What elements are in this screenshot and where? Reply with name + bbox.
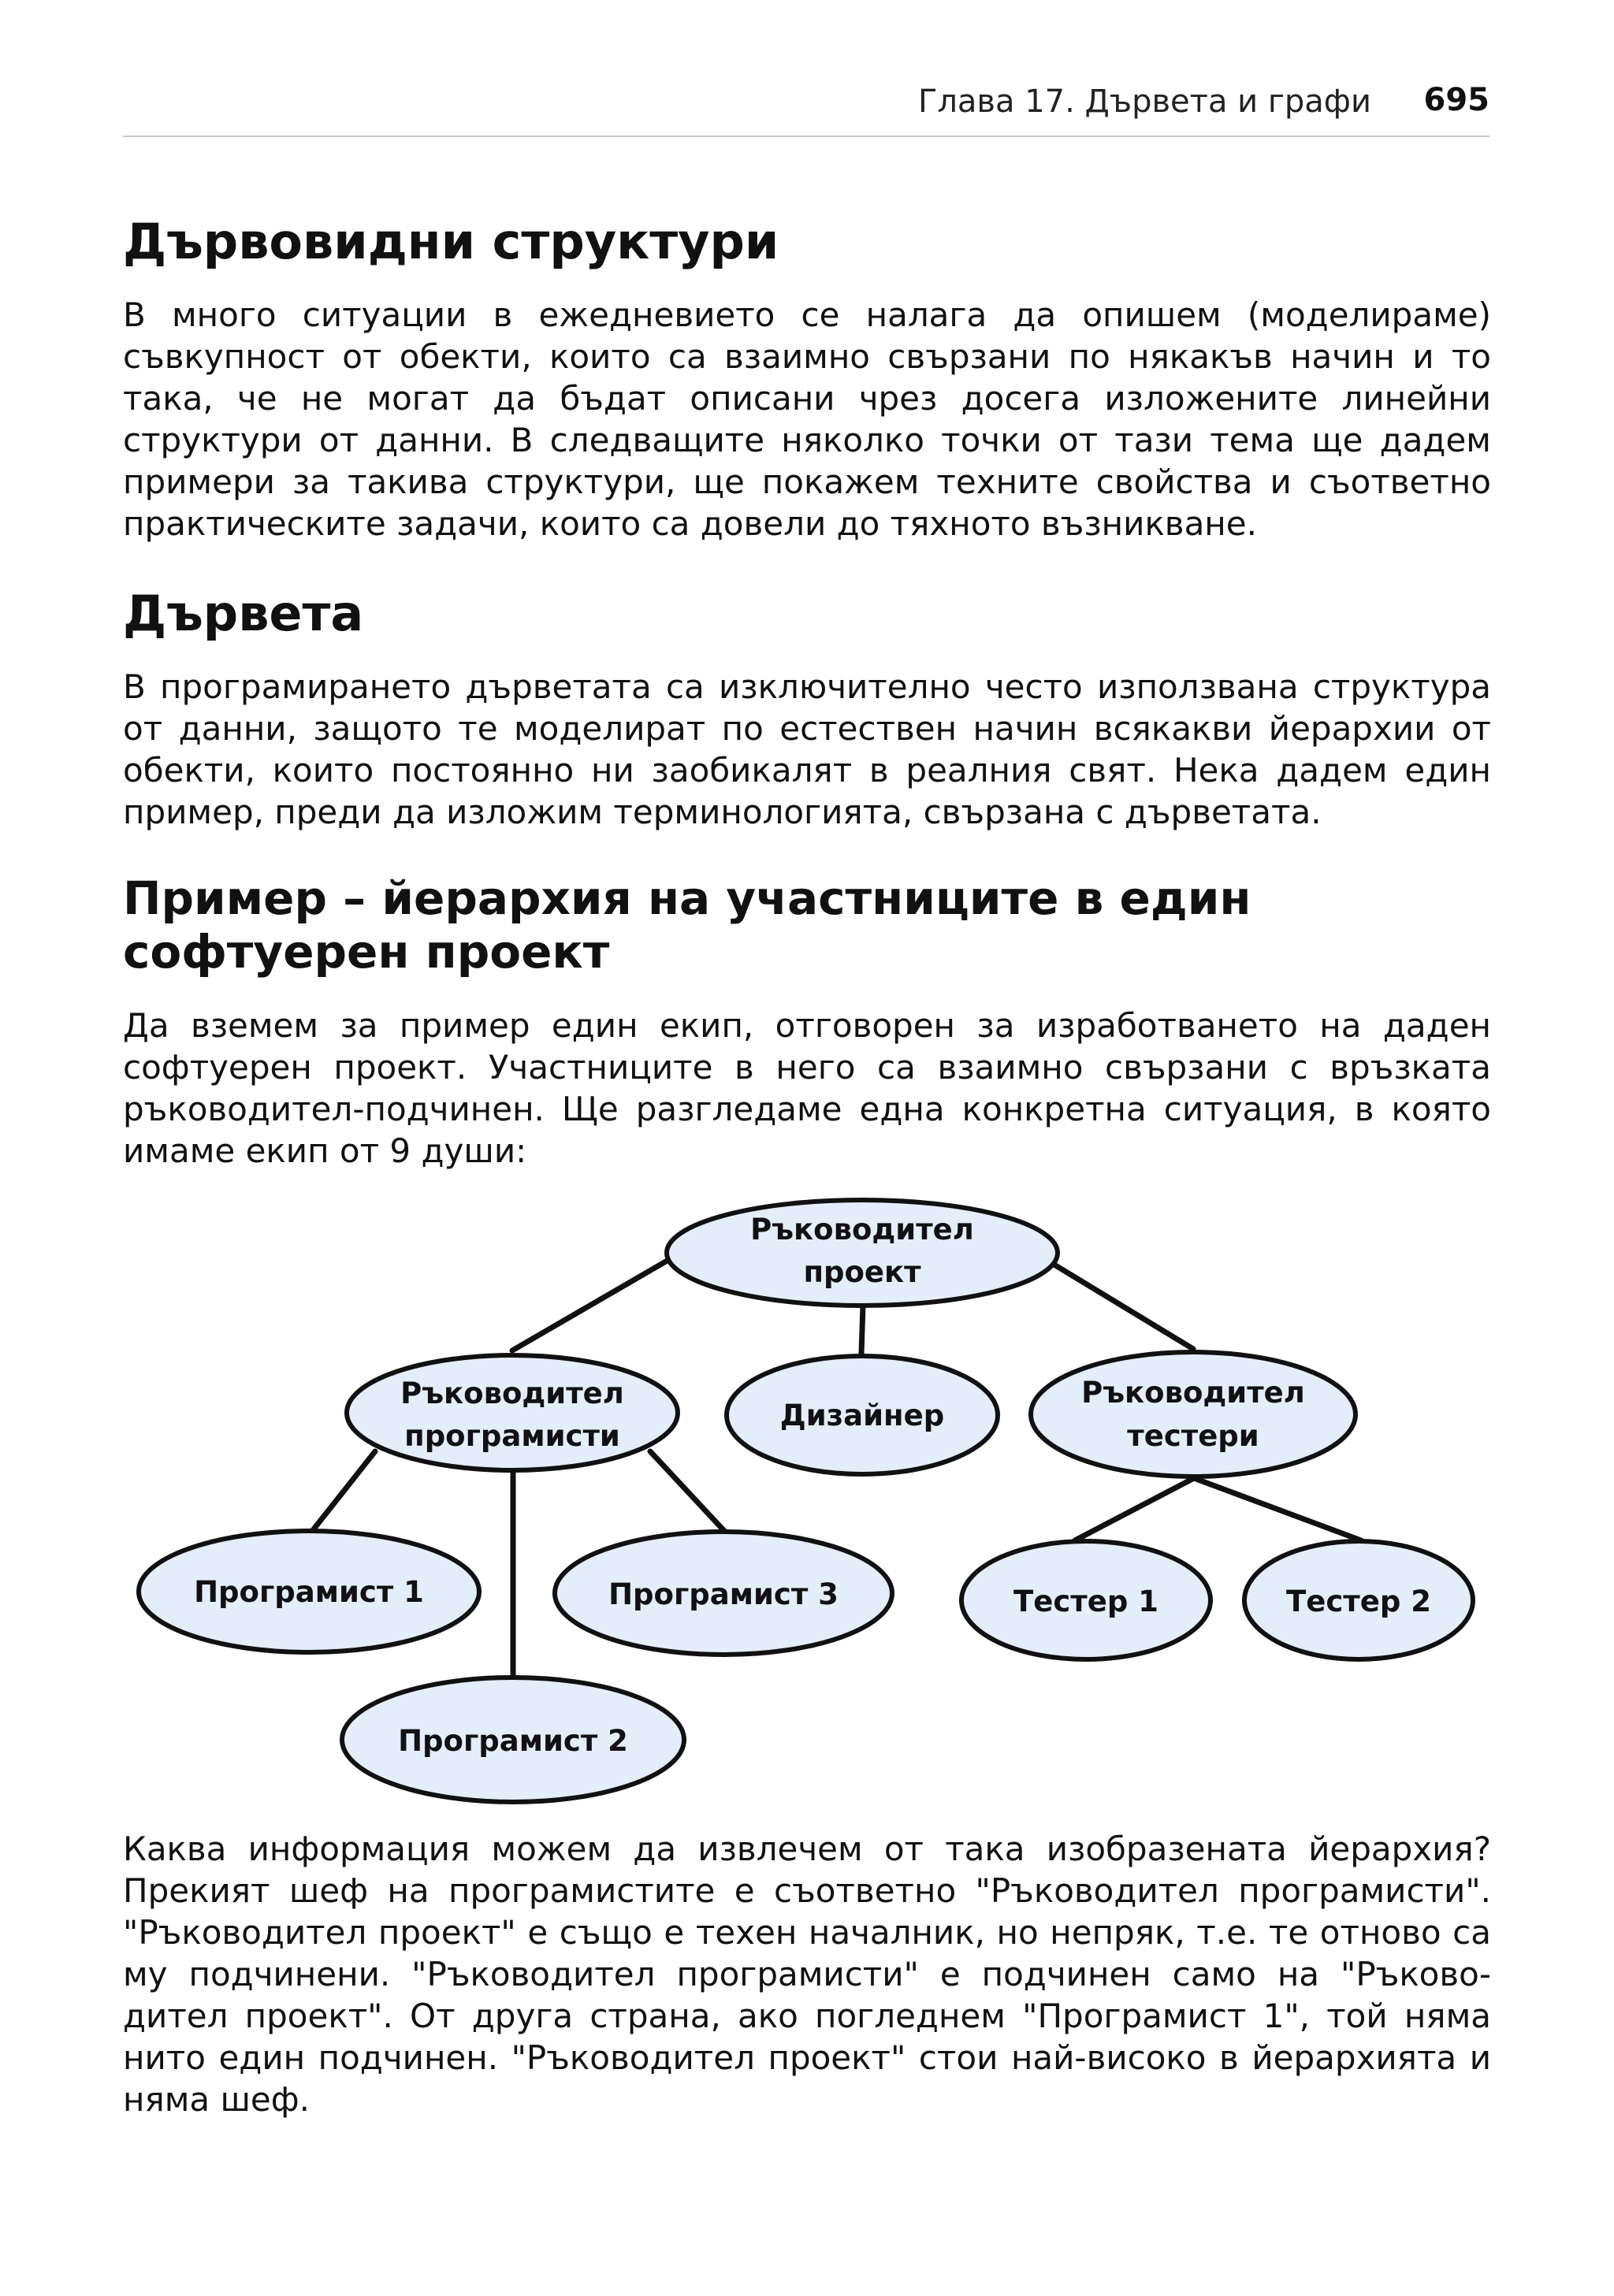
edge-qalead-qa2: [1194, 1478, 1361, 1540]
node-project-lead: [667, 1200, 1058, 1306]
paragraph-tree-structures: В много ситуации в ежедневието се налага да опишем (моделираме) съвкупност от обекти, които са взаимно свързани по някакъв начин и то така, че не могат да бъдат описани чрез досега изложените линейни структури от данни. В следващите няколко точки от тази тема ще дадем примери за такива структури, ще покажем техните свойства и съответно практическите задачи, които са довели до тяхното възникване.: [123, 295, 1491, 543]
node-dev-lead-line1: Ръководител: [400, 1376, 624, 1410]
paragraph-trees: В програмирането дърветата са изключително често използвана структура от данни, защото те моделират по естествен начин всякакви йерархии от обекти, които постоянно ни заобикалят в реалния свят. Нека дадем един пример, преди да изложим терминологията, свързана с дърветата.: [123, 667, 1491, 831]
edge-root-devlead: [512, 1259, 670, 1350]
node-dev-lead: [347, 1355, 678, 1470]
node-tester-1: [961, 1541, 1210, 1659]
node-tester-2-label: Тестер 2: [1286, 1585, 1431, 1618]
node-qa-lead-line1: Ръководител: [1081, 1376, 1305, 1410]
node-dev-lead-line2: програмисти: [404, 1419, 620, 1453]
edge-root-designer: [861, 1305, 863, 1354]
node-programmer-3-label: Програмист 3: [608, 1577, 839, 1611]
section-title-example-line2: софтуерен проект: [123, 925, 610, 979]
node-qa-lead-line2: тестери: [1127, 1419, 1259, 1453]
node-programmer-3: [555, 1532, 892, 1655]
node-programmer-1-label: Програмист 1: [194, 1575, 424, 1609]
node-project-lead-line1: Ръководител: [750, 1213, 974, 1246]
section-title-tree-structures: Дървовидни структури: [123, 213, 779, 270]
node-designer-label: Дизайнер: [779, 1399, 945, 1432]
node-tester-2: [1244, 1541, 1473, 1659]
node-designer: [727, 1356, 998, 1474]
node-tester-1-label: Тестер 1: [1013, 1585, 1158, 1618]
chapter-title: Глава 17. Дървета и графи: [917, 84, 1371, 120]
node-programmer-1: [139, 1531, 479, 1652]
node-qa-lead: [1031, 1352, 1356, 1477]
edge-devlead-dev3: [650, 1451, 725, 1532]
node-project-lead-line2: проект: [803, 1255, 921, 1289]
section-title-trees: Дървета: [123, 585, 364, 642]
edge-qalead-qa1: [1075, 1478, 1194, 1540]
paragraph-hierarchy-explanation: Каква информация можем да извлечем от така изобразената йерархия? Прекият шеф на програмистите е съответно "Ръководител програмисти". "Ръководител проект" е също е техен началник, но непряк, т.е. те отново са му подчинени. "Ръководител програмисти" е подчинен само на "Ръково-дител проект". От друга страна, ако погледнем "Програмист 1", той няма нито един подчинен. "Ръководител проект" стои най-високо в йерархията и няма шеф.: [123, 1830, 1491, 2119]
page-number: 695: [1423, 82, 1489, 118]
section-title-example-line1: Пример – йерархия на участниците в един: [123, 871, 1251, 925]
edge-root-qalead: [1053, 1264, 1193, 1349]
edge-devlead-dev1: [313, 1451, 375, 1530]
paragraph-example: Да вземем за пример един екип, отговорен за изработването на даден софтуерен проект. Участниците в него са взаимно свързани с връзката ръководител-подчинен. Ще разгледаме една конкретна ситуация, в която имаме екип от 9 души:: [123, 1006, 1491, 1170]
node-programmer-2-label: Програмист 2: [398, 1724, 628, 1758]
node-programmer-2: [342, 1677, 684, 1802]
